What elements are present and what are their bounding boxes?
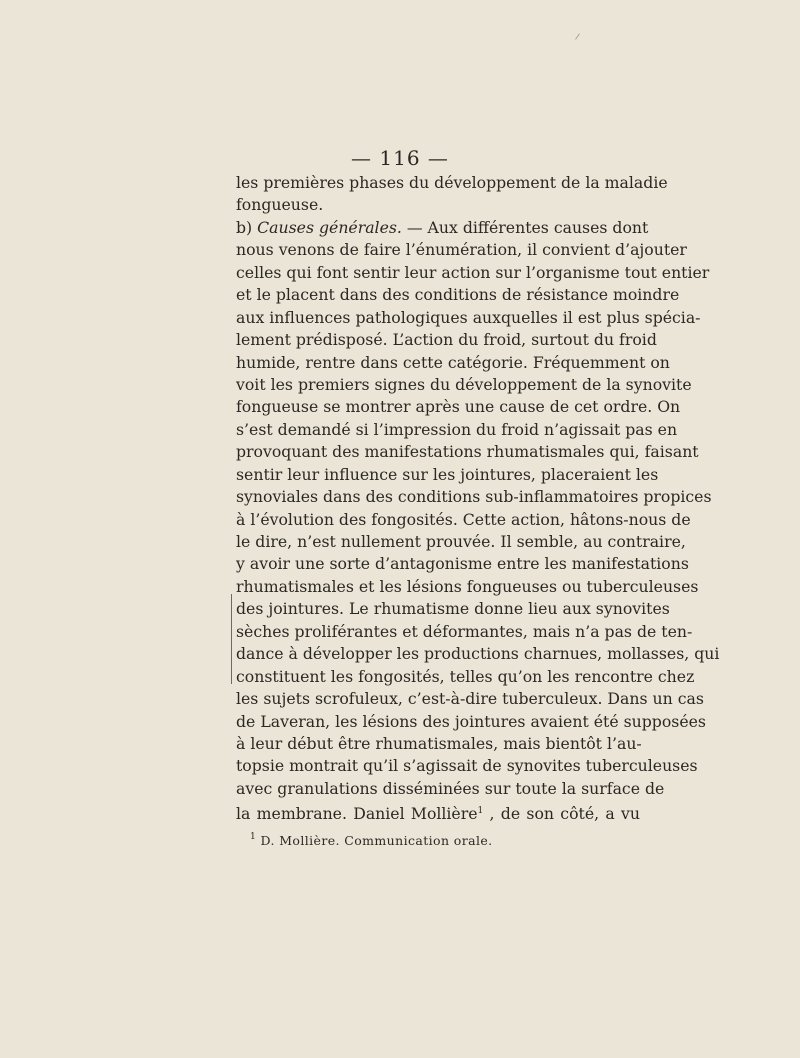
paper-speck bbox=[575, 33, 580, 39]
footnote-text: D. Mollière. Communication orale. bbox=[256, 833, 493, 848]
body-text bbox=[236, 172, 720, 824]
text-line: sentir leur influence sur les jointures, placeraient les bbox=[236, 464, 659, 484]
text-line: provoquant des manifestations rhumatismales qui, faisant bbox=[236, 442, 699, 462]
text-line: le dire, n’est nullement prouvée. Il semble, au contraire, bbox=[236, 532, 686, 551]
text-line: s’est demandé si l’impression du froid n’agissait pas en bbox=[236, 419, 678, 439]
text-line: humide, rentre dans cette catégorie. Fréquemment on bbox=[236, 352, 670, 372]
text-line: dance à développer les productions charnues, mollasses, qui bbox=[236, 644, 720, 664]
text-line: synoviales dans des conditions sub-inflammatoires propices bbox=[236, 487, 712, 507]
text-line: à l’évolution des fongosités. Cette action, hâtons-nous de bbox=[236, 509, 691, 529]
text-line: les sujets scrofuleux, c’est-à-dire tuberculeux. Dans un cas bbox=[236, 689, 704, 709]
margin-mark-line bbox=[231, 594, 232, 684]
text-line: fongueuse. bbox=[236, 195, 324, 215]
text-line: lement prédisposé. L’action du froid, surtout du froid bbox=[236, 330, 657, 350]
text-line: fongueuse se montrer après une cause de cet ordre. On bbox=[236, 397, 681, 417]
text-line: y avoir une sorte d’antagonisme entre les manifestations bbox=[236, 554, 689, 574]
footnote-reference: 1 bbox=[477, 806, 484, 817]
text-line-section-heading bbox=[236, 217, 649, 239]
text-line: voit les premiers signes du développement de la synovite bbox=[236, 374, 692, 394]
footnote bbox=[250, 832, 493, 848]
text-line-with-footnote-ref bbox=[236, 800, 640, 822]
text-line: constituent les fongosités, telles qu’on les rencontre chez bbox=[236, 666, 695, 686]
section-label: b) bbox=[236, 217, 258, 237]
text-line-end: , de son côté, a vu bbox=[483, 804, 640, 824]
section-lead: — Aux différentes causes dont bbox=[401, 217, 649, 237]
footnote-marker: 1 bbox=[250, 832, 257, 842]
text-line: et le placent dans des conditions de résistance moindre bbox=[236, 285, 680, 305]
text-line: avec granulations disséminées sur toute la surface de bbox=[236, 778, 665, 798]
text-line: des jointures. Le rhumatisme donne lieu aux synovites bbox=[236, 599, 670, 619]
text-line: celles qui font sentir leur action sur l’organisme tout entier bbox=[236, 262, 710, 282]
text-line: nous venons de faire l’énumération, il convient d’ajouter bbox=[236, 240, 687, 260]
text-line: topsie montrait qu’il s’agissait de synovites tuberculeuses bbox=[236, 756, 698, 776]
text-line: rhumatismales et les lésions fongueuses ou tuberculeuses bbox=[236, 576, 699, 596]
text-line: à leur début être rhumatismales, mais bientôt l’au- bbox=[236, 733, 642, 753]
text-line: de Laveran, les lésions des jointures avaient été supposées bbox=[236, 711, 706, 731]
section-title: Causes générales. bbox=[257, 217, 402, 237]
page-number: — 116 — bbox=[351, 146, 449, 170]
text-line: sèches proliférantes et déformantes, mais n’a pas de ten- bbox=[236, 621, 693, 641]
text-line-start: la membrane. Daniel Mollière bbox=[236, 804, 478, 824]
text-line: les premières phases du développement de la maladie bbox=[236, 173, 668, 192]
text-line: aux influences pathologiques auxquelles il est plus spécia- bbox=[236, 307, 701, 327]
